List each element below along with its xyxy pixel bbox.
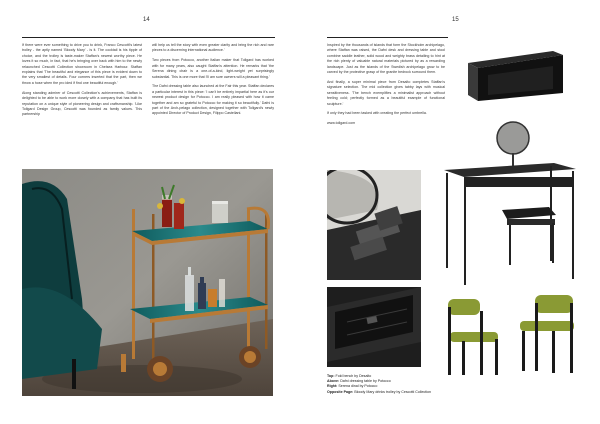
captions xyxy=(327,374,447,395)
page-number-left: 14 xyxy=(143,17,150,23)
left-column-1 xyxy=(22,43,142,122)
caption-line: Above: Dafni dressing table by Potocco xyxy=(327,379,391,384)
paragraph: And finally, a super minimal piece from Desalto completes Staffan's signature selection. The mid collection gives tabby lays with musical sensitiveness. 'The bench exemplifies a minimalist approach without feeling cold; perfectly formed as a beautiful example of functional sculpture.' xyxy=(327,79,445,106)
paragraph: The Dafni dressing table also launched at the Fair this year. Staffan declares a particular interest in this piece: 'I can't be entirely impartial here as it's our newest product design for Potocco. I am really pleased with how it came together and am so grateful to Potocco for making it so beautifully.' Dafni is part of the Arch-pelago collection, designed together with Tollgard's newly appointed Director of Product Design, Filippo Castellani. xyxy=(152,84,274,116)
caption-line: Top: Fold bench by Desalto xyxy=(327,374,372,378)
jewelry-box-photo xyxy=(327,170,421,280)
paragraph: If only they had been tasked with creating the perfect umbrella. xyxy=(327,111,427,116)
right-column-1 xyxy=(327,43,445,131)
trolley-photo xyxy=(22,169,273,396)
left-column-2 xyxy=(152,43,274,121)
paragraph: Two pieces from Potocco, another Italian maker that Tollgard has worked with for many years, also caught Staffan's attention. He remarks that 'the Serena dining chair is a one-of-a-kind, light-weight yet surprisingly substantial. This is one more that I'll am sure owners will a pleasant thing.' xyxy=(152,58,274,79)
paragraph: If there were ever something to drive you to drink, Franco Cescotti's latest trolley - the aptly named 'Bloody Mary' - is it. The cocktail is his tipple of choice, and the trolley is taste-maker Staffan's newest worthy piece. He loves it so much, in fact, that he's bringing over back with him to the newly relaunched Cescotti Collection showroom in Chelsea Harbour. Staffan explains that 'The beautiful and elegance of this piece is evident down to the very smallest of details. Four corners inserted that the part, then we throw a hose when the pro ided if find one beautiful enough.' xyxy=(22,43,142,85)
chairs-photo xyxy=(440,287,582,377)
paragraph: Inspired by the thousands of islands that form the Stockholm archipelago, where Staffan was raised, the Dafni desk and dressing table and stool combine saddle leather, solid wood and weighty brass detailing to hint at the rich plenty of valuable natural materials pictured by as a rewarding landscape. Just as the islands of the Swedish archipelago grow to be carved by the protective grasp of the granite bedrock surround them. xyxy=(327,43,445,75)
left-rule xyxy=(22,37,275,38)
caption-line: Opposite Page: Bloody Mary drinks trolley by Cescotti Collection xyxy=(327,389,432,394)
right-rule xyxy=(327,37,448,38)
page-number-right: 15 xyxy=(452,17,459,23)
website-link[interactable]: www.tollgard.com xyxy=(327,121,356,126)
dressing-table-photo xyxy=(434,115,580,285)
caption-line: Right: Serena dinal by Potocco xyxy=(327,384,378,389)
drawer-photo xyxy=(327,287,421,367)
paragraph: will help us tell the story with even greater clarity and bring the rich and rare pieces to a discerning international audience.' xyxy=(152,43,274,53)
paragraph: Along standing admirer of Cescotti Collection's achievements, Staffan is delighted to be able to work more closely with a company that has built its reputation on a unique style of pioneering design and craftsmanship. 'Like Tollgard Design Group, Cescotti was founded as family values. This partnership xyxy=(22,90,142,117)
bench-photo xyxy=(453,45,578,105)
